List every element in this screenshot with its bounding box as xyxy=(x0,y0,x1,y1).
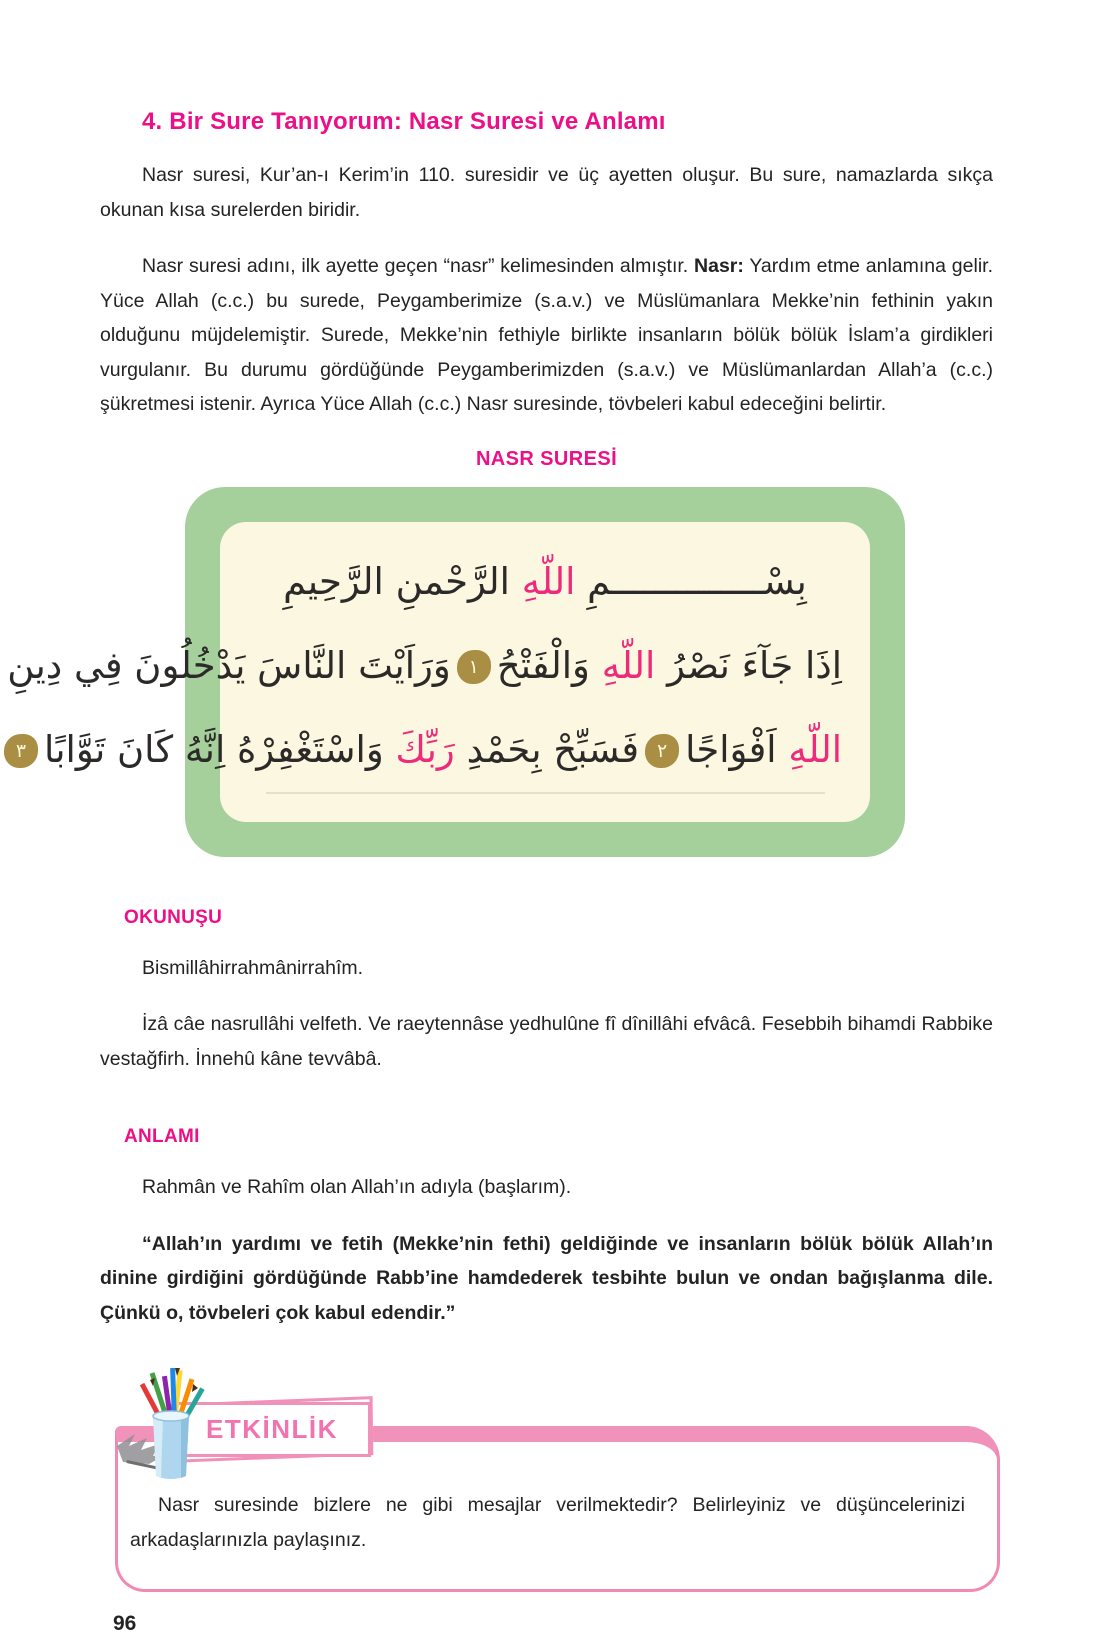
arabic-text: اِذَا جَآءَ نَصْرُ xyxy=(667,643,842,687)
okunusu-heading: OKUNUŞU xyxy=(124,906,223,928)
arabic-allah-word: اللّهِ xyxy=(521,559,576,603)
okunusu-bismillah: Bismillâhirrahmânirrahîm. xyxy=(142,956,364,979)
verse-marker-1: ١ xyxy=(457,650,491,684)
intro-paragraph-2-term: Nasr: xyxy=(694,255,744,277)
intro-paragraph-1: Nasr suresi, Kur’an-ı Kerim’in 110. suresidir ve üç ayetten oluşur. Bu sure, namazlarda sıkça okunan kısa surelerden biridir. xyxy=(100,164,993,221)
intro-paragraph-2-text: Nasr suresi adını, ilk ayette geçen “nasr” kelimesinden almıştır. xyxy=(142,255,689,277)
arabic-text: اَفْوَاجًا xyxy=(685,727,777,771)
anlami-bismillah-meaning: Rahmân ve Rahîm olan Allah’ın adıyla (başlarım). xyxy=(142,1176,572,1198)
section-title: 4. Bir Sure Tanıyorum: Nasr Suresi ve Anlamı xyxy=(142,108,666,135)
verse-marker-2: ٢ xyxy=(645,734,679,768)
quran-verse-line-1 xyxy=(7,624,842,708)
anlami-meaning-quote: “Allah’ın yardımı ve fetih (Mekke’nin fethi) geldiğinde ve insanların bölük bölük Allah’ın dinine girdiğini gördüğünde Rabb’ine hamdederek tesbihte bulun ve ondan bağışlanma dile. Çünkü o, tövbeleri çok kabul edendir.” xyxy=(100,1232,993,1324)
quran-panel xyxy=(7,522,870,822)
cup xyxy=(153,1411,189,1479)
arabic-rabbike-word: رَبِّكَ xyxy=(395,727,455,771)
sura-heading: NASR SURESİ xyxy=(475,447,618,470)
arabic-allah-word: اللّهِ xyxy=(788,727,842,771)
verse-marker-3: ٣ xyxy=(4,734,38,768)
arabic-rahman-rahim: الرَّحْمنِ الرَّحِيمِ xyxy=(283,559,510,603)
arabic-text: وَرَاَيْتَ النَّاسَ يَدْخُلُونَ فِي دِينِ xyxy=(7,643,451,687)
anlami-heading: ANLAMI xyxy=(124,1126,200,1147)
arabic-text: وَالْفَتْحُ xyxy=(496,643,590,687)
activity-label-text: ETKİNLİK xyxy=(173,1402,371,1457)
quran-frame xyxy=(7,487,905,857)
panel-divider xyxy=(266,792,825,794)
arabic-text: فَسَبِّحْ بِحَمْدِ xyxy=(466,727,640,771)
quran-verse-line-2 xyxy=(15,708,842,792)
arabic-bism: بِسْــــــــــــــمِ xyxy=(587,559,807,603)
arabic-text: وَاسْتَغْفِرْهُ اِنَّهُ كَانَ تَوَّابًا xyxy=(43,727,384,771)
page-number: 96 xyxy=(113,1612,137,1635)
activity-question: Nasr suresinde bizlere ne gibi mesajlar verilmektedir? Belirleyiniz ve düşüncelerinizi arkadaşlarınızla paylaşınız. xyxy=(130,1494,965,1551)
intro-paragraph-2 xyxy=(100,249,993,422)
activity-section xyxy=(115,1414,1000,1592)
pencil-cup-icon xyxy=(109,1368,229,1486)
okunusu-text: İzâ câe nasrullâhi velfeth. Ve raeytennâse yedhulûne fî dînillâhi efvâcâ. Fesebbih bihamdi Rabbike vestağfirh. İnnehû kâne tevvâbâ. xyxy=(100,1013,993,1070)
quran-verse-line-basmala xyxy=(248,540,842,624)
intro-paragraph-2-rest: Yardım etme anlamına gelir. Yüce Allah (c.c.) bu surede, Peygamberimize (s.a.v.) ve Müslümanlara Mekke’nin fethinin yakın olduğunu müjdelemiştir. Surede, Mekke’nin fethiyle birlikte insanların bölük bölük İslam’a girdikleri vurgulanır. Bu durumu gördüğünde Peygamberimizden (s.a.v.) ve Müslümanlardan Allah’a (c.c.) şükretmesi istenir. Ayrıca Yüce Allah (c.c.) Nasr suresinde, tövbeleri kabul edeceğini belirtir. xyxy=(100,255,993,415)
arabic-allah-word: اللّهِ xyxy=(601,643,656,687)
